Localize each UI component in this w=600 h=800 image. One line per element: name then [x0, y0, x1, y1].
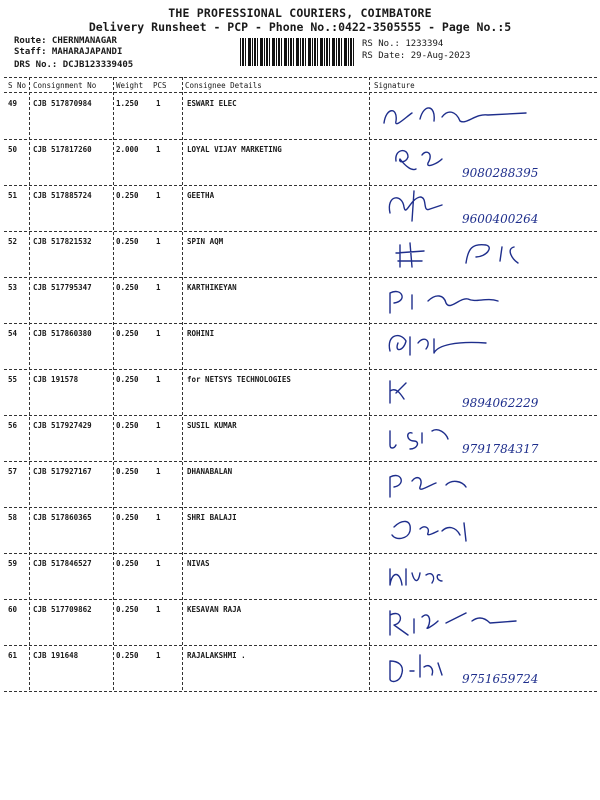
row-sno: 52 — [8, 237, 18, 246]
col-header-consignee: Consignee Details — [185, 81, 262, 90]
row-weight: 0.250 — [116, 191, 139, 200]
row-rule — [4, 139, 597, 140]
signature-handwriting — [376, 463, 594, 505]
row-pcs: 1 — [156, 605, 161, 614]
row-weight: 0.250 — [116, 467, 139, 476]
signature-handwriting — [376, 417, 594, 459]
row-weight: 1.250 — [116, 99, 139, 108]
signature-handwriting — [376, 371, 594, 413]
row-sno: 51 — [8, 191, 18, 200]
row-pcs: 1 — [156, 237, 161, 246]
signature-phone: 9751659724 — [462, 672, 539, 686]
row-sno: 49 — [8, 99, 18, 108]
row-sno: 61 — [8, 651, 18, 660]
row-consignee: DHANABALAN — [187, 467, 233, 476]
row-consignment-no: CJB 191578 — [33, 375, 79, 384]
row-rule — [4, 507, 597, 508]
row-rule — [4, 277, 597, 278]
signature-handwriting — [376, 647, 594, 689]
row-consignee: ESWARI ELEC — [187, 99, 237, 108]
row-pcs: 1 — [156, 191, 161, 200]
row-weight: 0.250 — [116, 375, 139, 384]
route-label: Route: CHERNMANAGAR — [14, 36, 117, 46]
col-header-signature: Signature — [374, 81, 415, 90]
row-sno: 50 — [8, 145, 18, 154]
row-consignee: KESAVAN RAJA — [187, 605, 242, 614]
row-weight: 2.000 — [116, 145, 139, 154]
row-consignee: for NETSYS TECHNOLOGIES — [187, 375, 291, 384]
signature-stroke — [389, 336, 486, 355]
row-consignment-no: CJB 517885724 — [33, 191, 92, 200]
row-weight: 0.250 — [116, 559, 139, 568]
signature-handwriting — [376, 141, 594, 183]
row-weight: 0.250 — [116, 329, 139, 338]
row-rule — [4, 369, 597, 370]
row-sno: 58 — [8, 513, 18, 522]
row-consignment-no: CJB 191648 — [33, 651, 79, 660]
signature-handwriting — [376, 325, 594, 367]
row-sno: 55 — [8, 375, 18, 384]
signature-stroke — [390, 430, 448, 449]
signature-phone: 9600400264 — [462, 212, 539, 226]
row-consignee: KARTHIKEYAN — [187, 283, 237, 292]
signature-stroke — [390, 381, 406, 403]
col-header-sno: S No — [8, 81, 27, 90]
row-consignment-no: CJB 517927429 — [33, 421, 92, 430]
row-pcs: 1 — [156, 99, 161, 108]
row-pcs: 1 — [156, 145, 161, 154]
signature-handwriting — [376, 601, 594, 643]
row-rule — [4, 231, 597, 232]
signature-stroke — [396, 151, 442, 170]
drs-number: DRS No.: DCJB123339405 — [14, 60, 134, 70]
col-header-consignment: Consignment No — [33, 81, 97, 90]
signature-stroke — [390, 611, 516, 635]
runsheet-subtitle: Delivery Runsheet - PCP - Phone No.:0422-3505555 - Page No.:5 — [88, 20, 512, 34]
row-consignee: SHRI BALAJI — [187, 513, 237, 522]
header-rule — [4, 92, 597, 93]
row-consignment-no: CJB 517821532 — [33, 237, 92, 246]
row-weight: 0.250 — [116, 237, 139, 246]
row-consignee: GEETHA — [187, 191, 215, 200]
row-rule — [4, 415, 597, 416]
signature-handwriting — [376, 279, 594, 321]
row-consignee: SUSIL KUMAR — [187, 421, 237, 430]
row-consignee: RAJALAKSHMI . — [187, 651, 246, 660]
row-consignee: ROHINI — [187, 329, 215, 338]
rs-date: RS Date: 29-Aug-2023 — [362, 51, 471, 61]
row-sno: 59 — [8, 559, 18, 568]
delivery-table — [4, 77, 597, 690]
signature-handwriting — [376, 555, 594, 597]
signature-stroke — [390, 476, 466, 497]
row-pcs: 1 — [156, 283, 161, 292]
signature-stroke — [396, 243, 518, 267]
signature-stroke — [390, 292, 498, 313]
signature-handwriting — [376, 233, 594, 275]
row-consignment-no: CJB 517709862 — [33, 605, 92, 614]
row-pcs: 1 — [156, 329, 161, 338]
row-weight: 0.250 — [116, 605, 139, 614]
row-rule — [4, 323, 597, 324]
row-consignee: LOYAL VIJAY MARKETING — [187, 145, 282, 154]
row-pcs: 1 — [156, 513, 161, 522]
row-rule — [4, 185, 597, 186]
row-rule — [4, 645, 597, 646]
row-pcs: 1 — [156, 651, 161, 660]
table-top-rule — [4, 77, 597, 78]
col-header-pcs: PCS — [153, 81, 167, 90]
row-weight: 0.250 — [116, 513, 139, 522]
row-consignment-no: CJB 517860380 — [33, 329, 92, 338]
row-consignment-no: CJB 517795347 — [33, 283, 92, 292]
row-rule — [4, 461, 597, 462]
row-sno: 60 — [8, 605, 18, 614]
row-weight: 0.250 — [116, 421, 139, 430]
row-consignment-no: CJB 517817260 — [33, 145, 92, 154]
row-rule — [4, 553, 597, 554]
signature-phone: 9080288395 — [462, 166, 539, 180]
staff-label: Staff: MAHARAJAPANDI — [14, 47, 123, 57]
signature-stroke — [390, 655, 442, 681]
signature-stroke — [389, 191, 442, 221]
row-consignment-no: CJB 517860365 — [33, 513, 92, 522]
row-weight: 0.250 — [116, 651, 139, 660]
row-consignment-no: CJB 517927167 — [33, 467, 92, 476]
signature-handwriting — [376, 187, 594, 229]
company-title: THE PROFESSIONAL COURIERS, COIMBATORE — [168, 6, 432, 20]
signature-phone: 9894062229 — [462, 396, 539, 410]
row-consignee: SPIN AQM — [187, 237, 224, 246]
signature-stroke — [390, 569, 442, 585]
rs-number: RS No.: 1233394 — [362, 39, 444, 49]
row-rule — [4, 691, 597, 692]
row-pcs: 1 — [156, 467, 161, 476]
signature-handwriting — [376, 95, 594, 137]
signature-handwriting — [376, 509, 594, 551]
row-consignment-no: CJB 517870984 — [33, 99, 92, 108]
row-sno: 56 — [8, 421, 18, 430]
row-sno: 57 — [8, 467, 18, 476]
row-pcs: 1 — [156, 421, 161, 430]
signature-stroke — [384, 108, 526, 124]
row-weight: 0.250 — [116, 283, 139, 292]
barcode-graphic — [240, 38, 354, 66]
row-rule — [4, 599, 597, 600]
row-pcs: 1 — [156, 375, 161, 384]
row-consignment-no: CJB 517846527 — [33, 559, 92, 568]
row-sno: 53 — [8, 283, 18, 292]
signature-phone: 9791784317 — [462, 442, 539, 456]
row-sno: 54 — [8, 329, 18, 338]
col-header-weight: Weight — [116, 81, 144, 90]
row-pcs: 1 — [156, 559, 161, 568]
signature-stroke — [392, 521, 466, 541]
row-consignee: NIVAS — [187, 559, 210, 568]
